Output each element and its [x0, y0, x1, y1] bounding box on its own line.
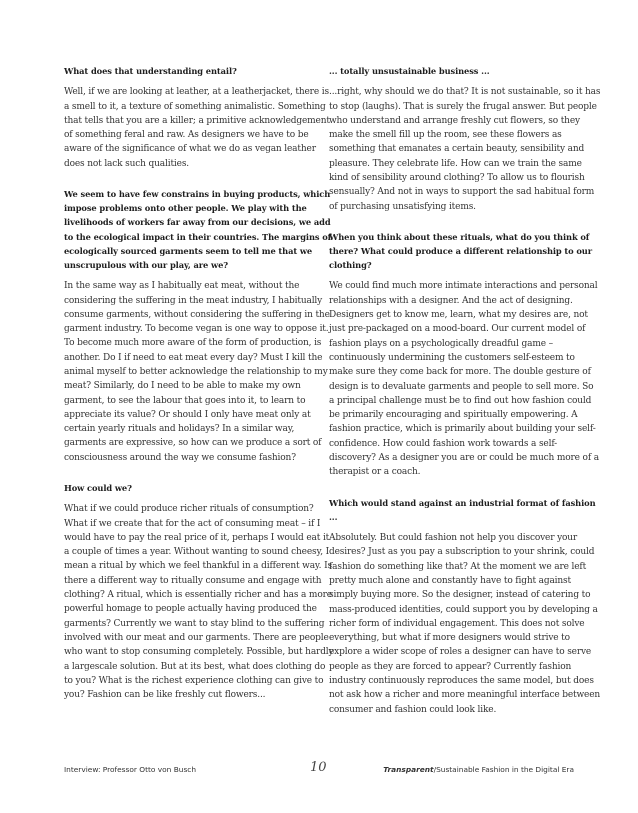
footer-publication-title [383, 765, 574, 774]
question-heading: When you think about these rituals, what do you think of there? What could produce a different relationship to our clothing? [329, 231, 593, 271]
right-column [329, 64, 601, 733]
question-heading: Which would stand against an industrial format of fashion ... [329, 497, 596, 522]
footer-subtitle: Sustainable Fashion in the Digital Era [436, 765, 574, 774]
answer-paragraph: ...right, why should we do that? It is not sustainable, so it has to stop (laughs). That is surely the frugal answer. But people who understand and arrange freshly cut flowers, so they make the smell fill up the room, see these flowers as something that emanates a certain beauty, sensibility and pleasure. They celebrate life. How can we train the same kind of sensibility around clothing? To allow us to flourish sensually? And not in ways to support the sad habitual form of purchasing unsatisfying items. [329, 87, 601, 212]
page-footer [64, 762, 574, 778]
answer-paragraph: Absolutely. But could fashion not help you discover your desires? Just as you pay a subscription to your shrink, could fashion do something like that? At the moment we are left pretty much alone and constantly have to fight against simply buying more. So the designer, instead of catering to mass-produced identities, could support you by developing a richer form of individual engagement. This does not solve everything, but what if more designers would strive to explore a wider scope of roles a designer can have to serve people as they are forced to appear? Currently fashion industry continuously reproduces the same model, but does not ask how a richer and more meaningful interface between consumer and fashion could look like. [329, 533, 601, 715]
answer-paragraph: What if we could produce richer rituals of consumption? What if we create that for the act of consuming meat – if I would have to pay the real price of it, perhaps I would eat it a couple of times a year. Without wanting to sound cheesy, I mean a ritual by which we feel thankful in a different way. Is there a different way to ritually consume and engage with clothing? A ritual, which is essentially richer and has a more powerful homage to people actually having produced the garments? Currently we want to stay blind to the suffering involved with our meat and our garments. There are people who want to stop consuming completely. Possible, but hardly a largescale solution. But at its best, what does clothing do to you? What is the richest experience clothing can give to you? Fashion can be like freshly cut flowers... [64, 504, 334, 701]
question-heading: We seem to have few constrains in buying products, which impose problems onto other people. We play with the livelihoods of workers far away from our decisions, we add to the ecological impact in their countries. The margins of ecologically sourced garments seem to tell me that we unscrupulous with our play, are we? [64, 188, 332, 270]
answer-paragraph: We could find much more intimate interactions and personal relationships with a designer. And the act of designing. Designers get to know me, learn, what my desires are, not just pre-packaged on a mood-board. Our current model of fashion plays on a psychologically dreadful game – continuously undermining the customers self-esteem to make sure they come back for more. The double gesture of design is to devaluate garments and people to sell more. So a principal challenge must be to find out how fashion could be primarily encouraging and spiritually empowering. A fashion practice, which is primarily about building your self-confidence. How could fashion work towards a self-discovery? As a designer you are or could be much more of a therapist or a coach. [329, 281, 599, 478]
page-number: 10 [310, 760, 327, 775]
footer-interview-credit: Interview: Professor Otto von Busch [64, 765, 197, 774]
left-column [64, 64, 336, 718]
question-heading: How could we? [64, 483, 132, 494]
question-heading: ... totally unsustainable business ... [329, 66, 490, 76]
answer-paragraph: In the same way as I habitually eat meat, without the considering the suffering in the meat industry, I habitually consume garments, without considering the suffering in the garment industry. To become vegan is one way to oppose it. To become much more aware of the form of production, is another. Do I if need to eat meat every day? Must I kill the animal myself to better acknowledge the relationship to my meat? Similarly, do I need to be able to make my own garment, to see the labour that goes into it, to learn to appreciate its value? Or should I only have meat only at certain yearly rituals and holidays? In a similar way, garments are expressive, so how can we produce a sort of consciousness around the way we consume fashion? [64, 281, 330, 463]
footer-separator: / [433, 765, 437, 774]
answer-paragraph: Well, if we are looking at leather, at a leatherjacket, there is a smell to it, a texture of something animalistic. Something that tells that you are a killer; a primitive acknowledgement of something feral and raw. As designers we have to be aware of the significance of what we do as vegan leather does not lack such qualities. [64, 87, 330, 169]
footer-brand: Transparent [383, 765, 434, 774]
question-heading: What does that understanding entail? [64, 66, 237, 76]
